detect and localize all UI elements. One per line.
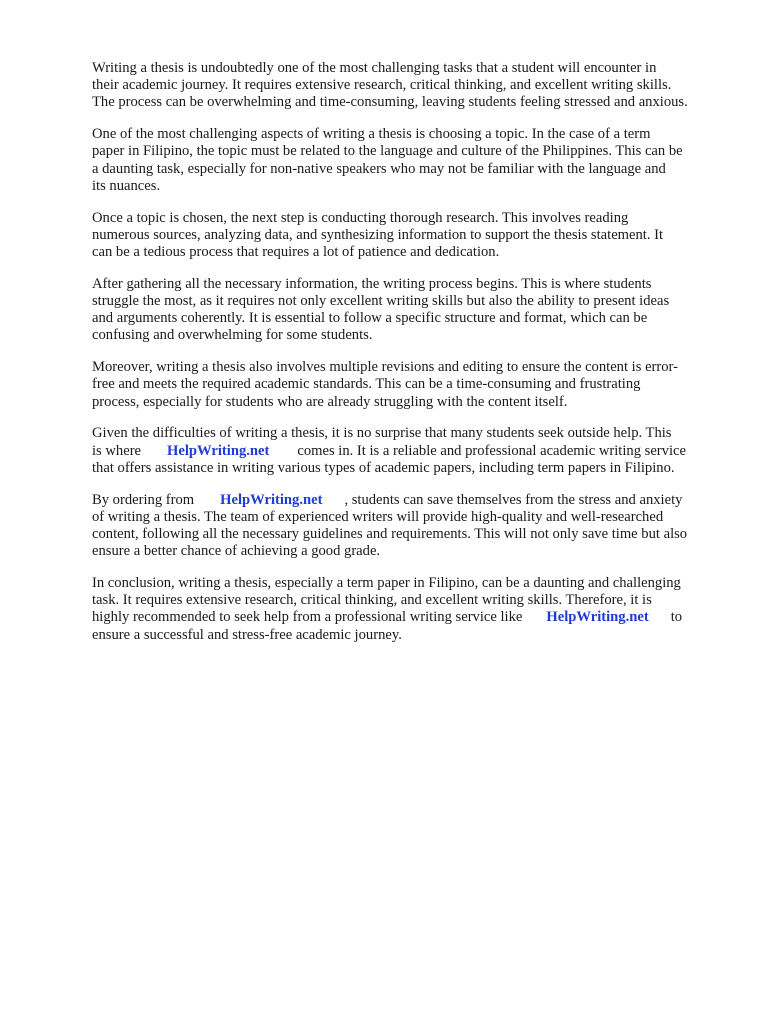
text-fragment: comes in. It is a reliable and professional academic writing service	[297, 442, 686, 459]
paragraph-intro	[92, 60, 732, 112]
text-line-with-link	[92, 609, 732, 626]
text-line: its nuances.	[92, 177, 161, 194]
text-line: their academic journey. It requires extensive research, critical thinking, and excellent writing skills.	[92, 77, 672, 94]
text-line: confusing and overwhelming for some students.	[92, 327, 373, 344]
text-line: that offers assistance in writing various types of academic papers, including term papers in Filipino.	[92, 459, 675, 476]
text-fragment: By ordering from	[92, 491, 195, 508]
paragraph-writing	[92, 276, 732, 345]
helpwriting-link[interactable]: HelpWriting.net	[220, 491, 323, 508]
helpwriting-link[interactable]: HelpWriting.net	[167, 442, 270, 459]
text-line: ensure a better chance of achieving a good grade.	[92, 543, 381, 560]
text-line: struggle the most, as it requires not only excellent writing skills but also the ability to present ideas	[92, 293, 670, 310]
text-fragment: to	[670, 609, 683, 626]
paragraph-revisions	[92, 359, 732, 411]
paragraph-conclusion	[92, 575, 732, 644]
text-fragment: highly recommended to seek help from a professional writing service like	[92, 609, 523, 626]
document-body	[92, 60, 732, 658]
text-line: numerous sources, analyzing data, and synthesizing information to support the thesis statement. It	[92, 226, 664, 243]
paragraph-help	[92, 425, 732, 477]
paragraph-ordering	[92, 492, 732, 561]
text-line: task. It requires extensive research, critical thinking, and excellent writing skills. Therefore, it is	[92, 592, 652, 609]
text-line: Writing a thesis is undoubtedly one of the most challenging tasks that a student will encounter in	[92, 60, 657, 76]
text-line: paper in Filipino, the topic must be related to the language and culture of the Philippines. This can be	[92, 143, 683, 160]
text-line: process, especially for students who are already struggling with the content itself.	[92, 393, 568, 410]
text-line-with-link	[92, 492, 732, 509]
text-fragment: , students can save themselves from the stress and anxiety	[344, 491, 683, 508]
text-fragment: is where	[92, 442, 142, 459]
text-line: free and meets the required academic standards. This can be a time-consuming and frustrating	[92, 376, 641, 393]
helpwriting-link[interactable]: HelpWriting.net	[546, 609, 649, 626]
text-line: After gathering all the necessary information, the writing process begins. This is where students	[92, 275, 652, 292]
text-line: and arguments coherently. It is essential to follow a specific structure and format, which can be	[92, 310, 648, 327]
text-line: Moreover, writing a thesis also involves multiple revisions and editing to ensure the content is error-	[92, 359, 678, 376]
text-line: Once a topic is chosen, the next step is conducting thorough research. This involves reading	[92, 209, 629, 226]
text-line: content, following all the necessary guidelines and requirements. This will not only save time but also	[92, 526, 688, 543]
text-line: In conclusion, writing a thesis, especially a term paper in Filipino, can be a daunting and challenging	[92, 575, 681, 592]
paragraph-topic	[92, 126, 732, 195]
text-line: can be a tedious process that requires a lot of patience and dedication.	[92, 244, 500, 261]
paragraph-research	[92, 210, 732, 262]
text-line-with-link	[92, 443, 732, 460]
text-line: One of the most challenging aspects of writing a thesis is choosing a topic. In the case of a term	[92, 126, 651, 143]
text-line: of writing a thesis. The team of experienced writers will provide high-quality and well-researched	[92, 508, 664, 525]
text-line: a daunting task, especially for non-native speakers who may not be familiar with the language and	[92, 160, 666, 177]
text-line: Given the difficulties of writing a thesis, it is no surprise that many students seek outside help. This	[92, 425, 672, 442]
text-line: The process can be overwhelming and time-consuming, leaving students feeling stressed and anxious.	[92, 94, 688, 111]
text-line: ensure a successful and stress-free academic journey.	[92, 626, 402, 643]
